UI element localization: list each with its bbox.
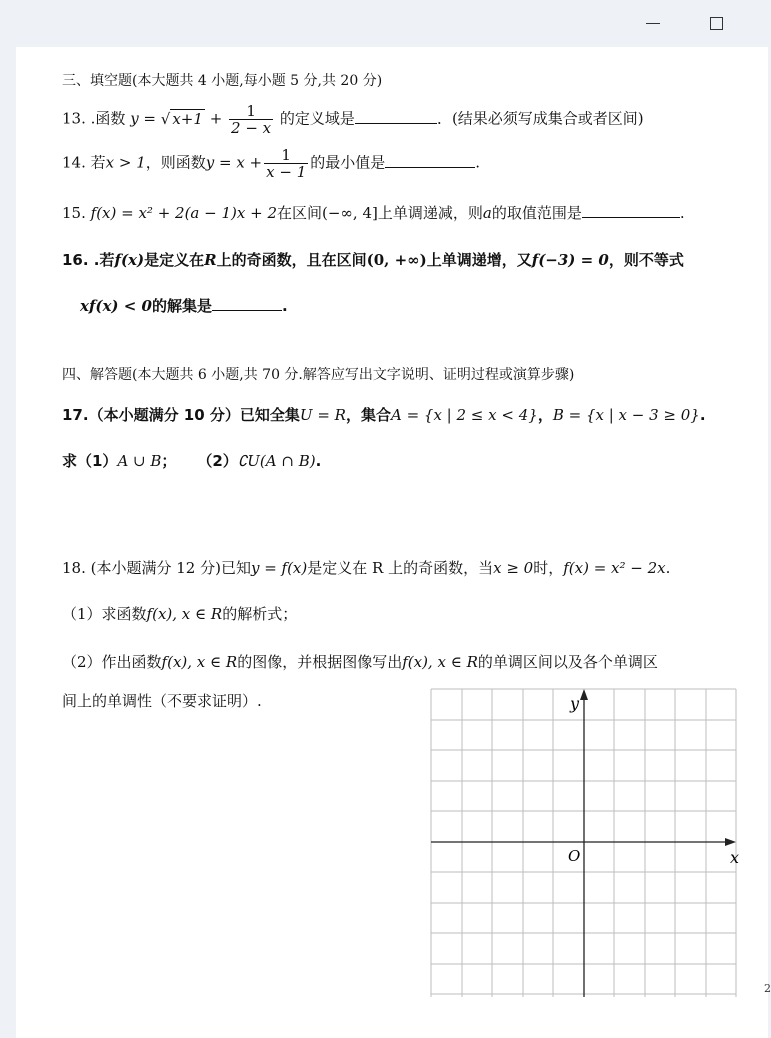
maximize-button[interactable] [693,8,739,38]
question-18-part-2: （2）作出函数f(x), x ∈ R的图像，并根据图像写出f(x), x ∈ R的单调区间以及各个单调区 [62,653,658,671]
section-3-heading: 三、填空题(本大题共 4 小题,每小题 5 分,共 20 分) [62,73,383,89]
answer-blank-14[interactable] [385,153,475,168]
question-13: 13. .函数 y = √ x+1 + $\frac{1}{2 - x}$ 的定义域是 ．(结果必须写成集合或者区间) [62,102,644,137]
question-18: 18. (本小题满分 12 分)已知y = f(x)是定义在 R 上的奇函数，当x ≥ 0时，f(x) = x² − 2x. [62,559,671,577]
question-16: 16. .若f(x)是定义在R上的奇函数，且在区间(0, +∞)上单调递增，又f(−3) = 0，则不等式 [62,251,684,269]
page-number: 2 [764,982,771,995]
question-18-part-2-line-2: 间上的单调性（不要求证明）. [62,692,262,710]
x-axis-arrow-icon [725,838,736,846]
answer-blank-15[interactable] [582,203,680,218]
question-17: 17.（本小题满分 10 分）已知全集U = R，集合A = {x | 2 ≤ x < 4}，B = {x | x − 3 ≥ 0}. [62,406,706,424]
y-axis-label: y [570,694,580,713]
answer-blank-13[interactable] [355,109,437,124]
x-axis-label: x [730,848,740,867]
maximize-icon [710,17,723,30]
y-axis-arrow-icon [580,689,588,700]
question-18-part-1: （1）求函数f(x), x ∈ R的解析式； [62,605,298,623]
minimize-icon [646,23,660,24]
question-16-line-2: xf(x) < 0的解集是 . [80,297,288,315]
coordinate-grid [429,687,741,1003]
question-14: 14. 若x > 1，则函数y = x + $\frac{1}{x - 1}$ 的最小值是 . [62,146,481,181]
origin-label: O [568,847,581,865]
axes [431,693,732,997]
question-15: 15. f(x) = x² + 2(a − 1)x + 2在区间(−∞, 4]上单调递减，则a的取值范围是 . [62,204,685,222]
minimize-button[interactable] [630,8,676,38]
title-bar [0,0,768,46]
exam-paper [16,47,771,1038]
question-17-parts: 求（1）A ∪ B； （2）∁U(A ∩ B). [62,452,322,470]
grid-svg [429,687,741,999]
answer-blank-16[interactable] [212,296,282,311]
section-4-heading: 四、解答题(本大题共 6 小题,共 70 分.解答应写出文字说明、证明过程或演算步骤) [62,367,575,383]
